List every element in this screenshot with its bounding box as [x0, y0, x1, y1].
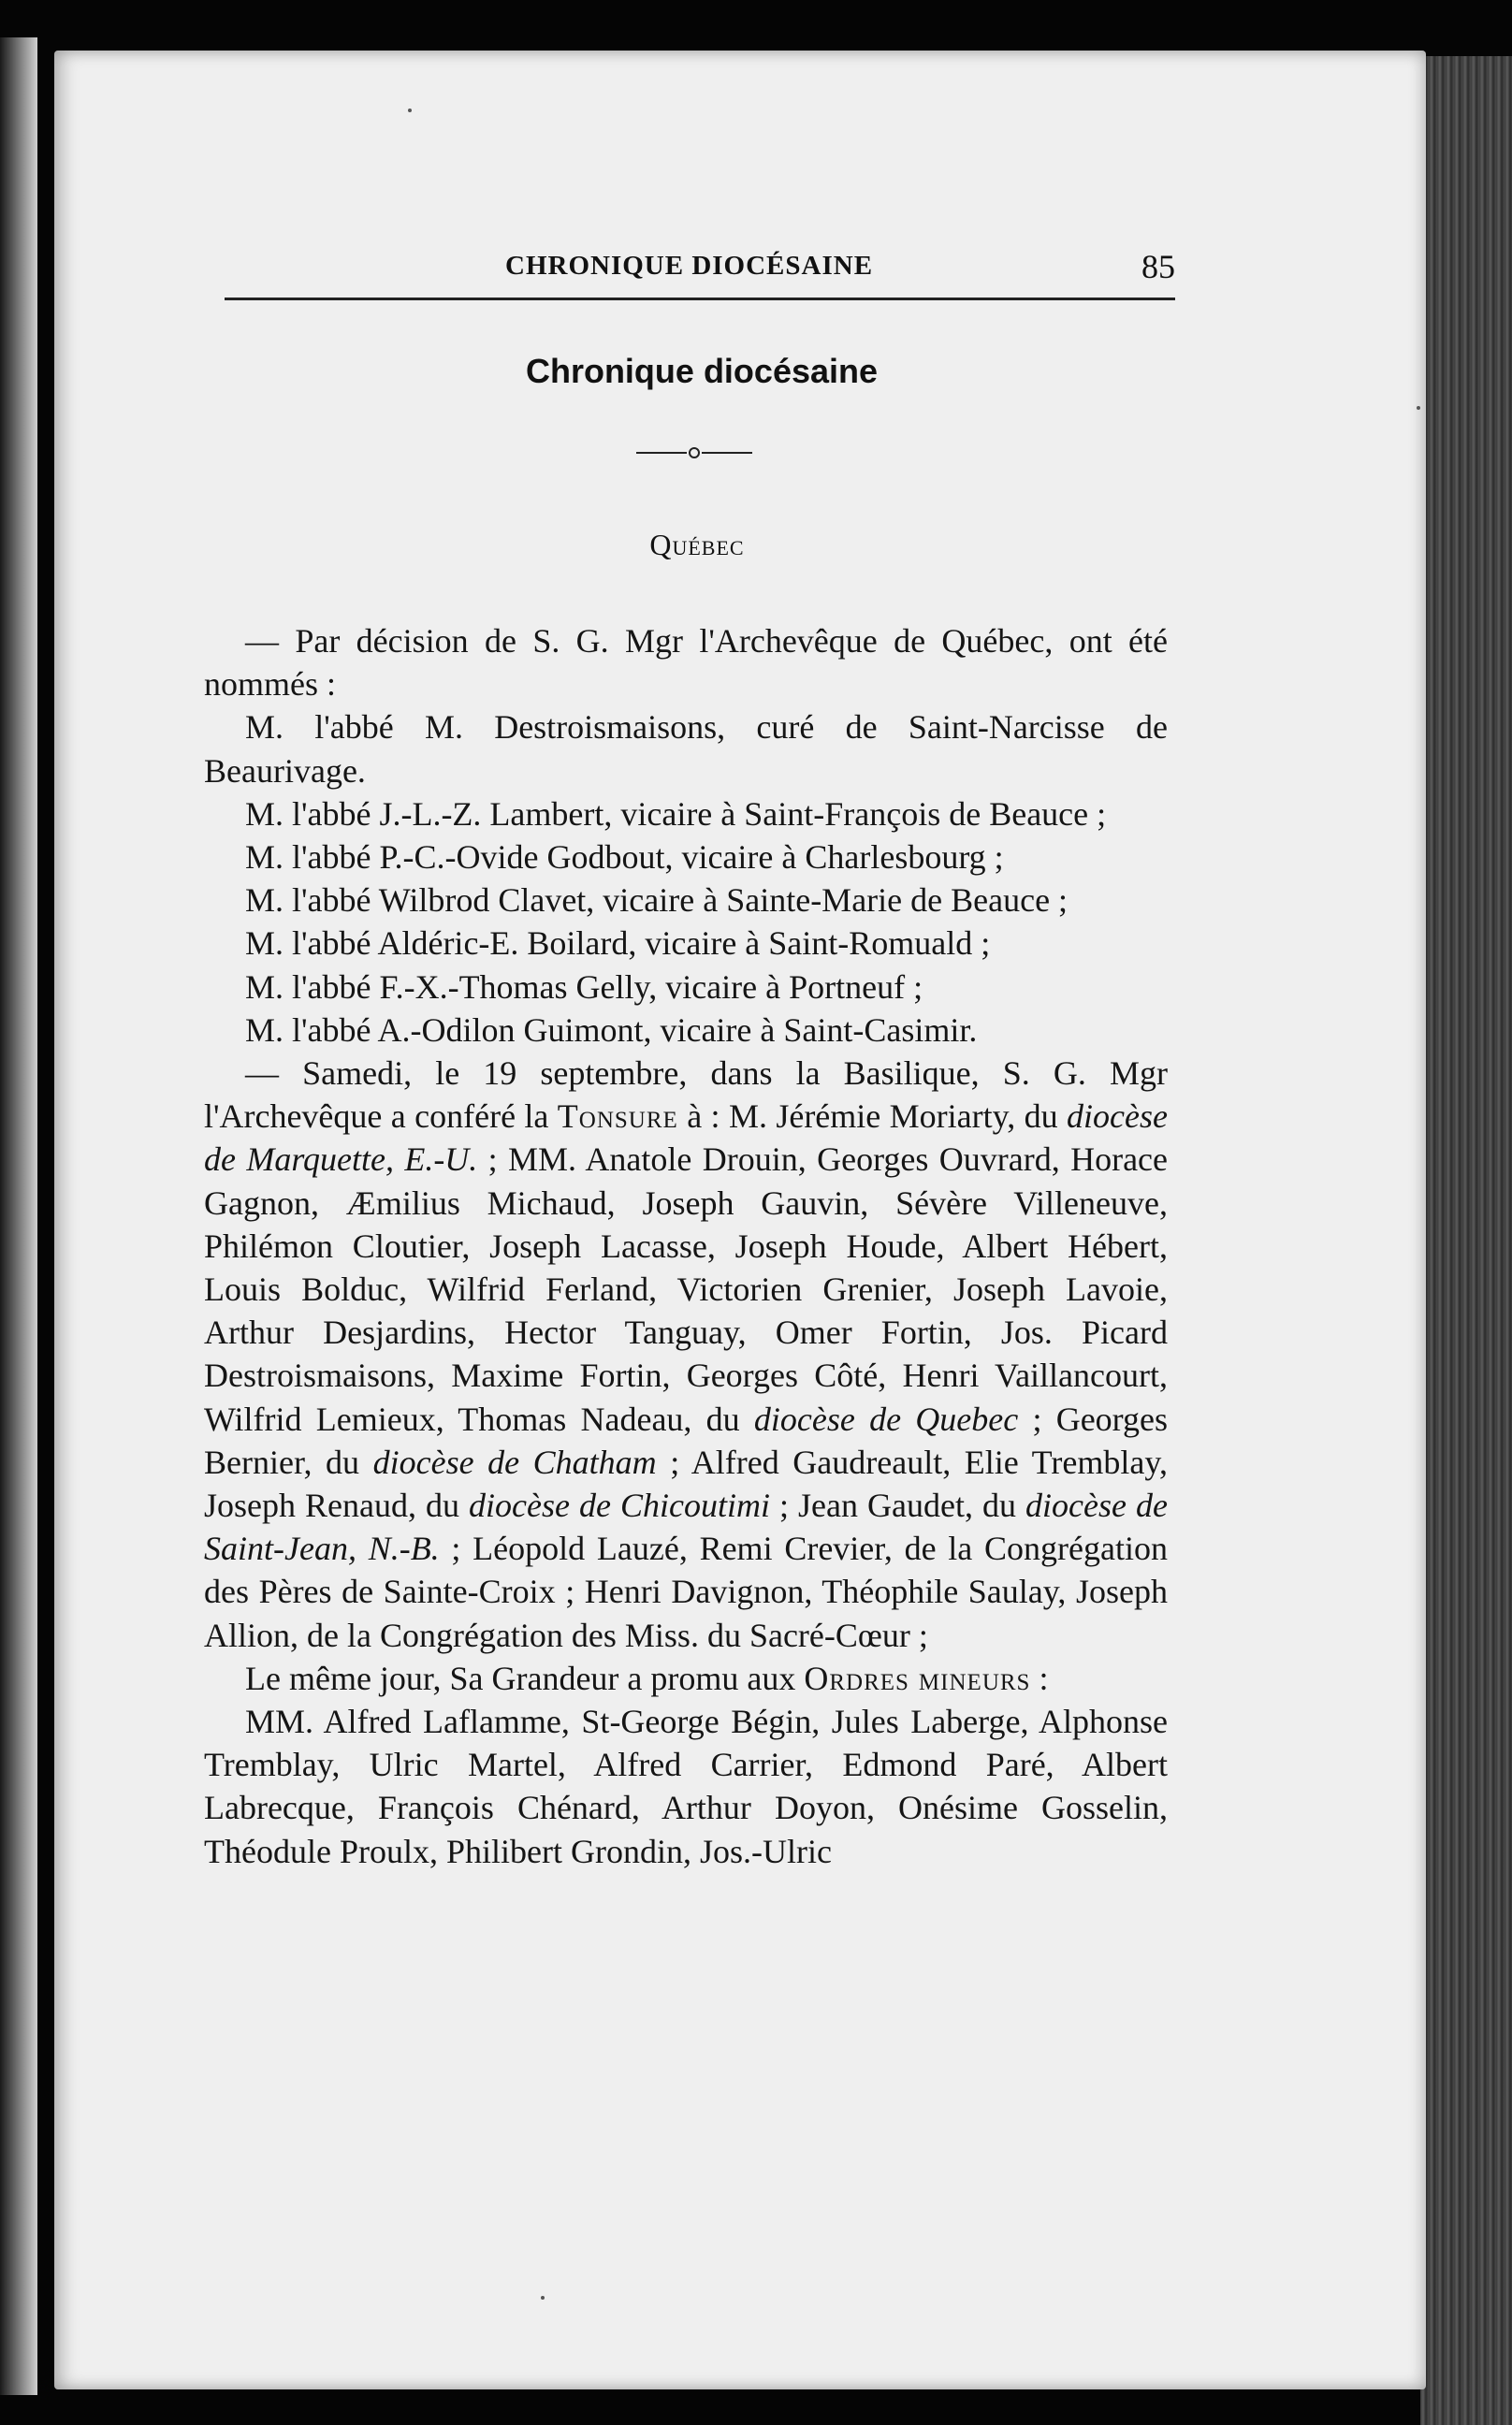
book-gutter-left	[0, 37, 37, 2395]
tonsure-term: Tonsure	[557, 1097, 678, 1136]
diocese-name: diocèse de Saint-Jean, N.-B.	[204, 1487, 1168, 1568]
nomination-item: M. l'abbé M. Destroismaisons, curé de Saint-Narcisse de Beaurivage.	[204, 708, 1168, 790]
paragraph-nominations: — Par décision de S. G. Mgr l'Archevêque de Québec, ont été nommés :	[204, 622, 1168, 704]
diocese-name: diocèse de Chicoutimi	[469, 1487, 770, 1525]
paragraph-tonsure	[204, 1052, 1168, 1657]
text-run: :	[1030, 1659, 1049, 1697]
nomination-item: M. l'abbé A.-Odilon Guimont, vicaire à Saint-Casimir.	[245, 1010, 978, 1049]
nomination-item: M. l'abbé J.-L.-Z. Lambert, vicaire à Saint-François de Beauce ;	[245, 794, 1107, 833]
text-run: ; Jean Gaudet, du	[770, 1487, 1026, 1525]
text-run: à : M. Jérémie Moriarty, du	[677, 1097, 1068, 1136]
diocese-name: diocèse de Quebec	[753, 1400, 1019, 1438]
paragraph-ordres	[204, 1657, 1168, 1700]
text-run: ; Alfred Gaudreault, Elie Tremblay, Joseph Renaud, du	[204, 1443, 1168, 1525]
nomination-item: M. l'abbé P.-C.-Ovide Godbout, vicaire à Charlesbourg ;	[245, 838, 1004, 877]
text-run: ; Georges Bernier, du	[204, 1400, 1169, 1481]
article-body	[204, 619, 1168, 1873]
paragraph-names: MM. Alfred Laflamme, St-George Bégin, Jules Laberge, Alphonse Tremblay, Ulric Martel, Alfred Carrier, Edmond Paré, Albert Labrecque, François Chénard, Arthur Doyon, Onésime Gosselin, Théodule Proulx, Philibert Grondin, Jos.-Ulric	[204, 1703, 1168, 1870]
text-run: — Samedi, le 19 septembre, dans la Basilique, S. G. Mgr l'Archevêque a conféré la	[204, 1054, 1168, 1136]
ornament-divider	[636, 442, 752, 460]
book-page-edges	[1420, 56, 1512, 2425]
diocese-name: diocèse de Marquette, E.-U.	[204, 1097, 1168, 1179]
dust-speck	[541, 2296, 545, 2300]
section-heading: Québec	[649, 528, 745, 561]
diocese-name: diocèse de Chatham	[372, 1443, 657, 1481]
text-run: ; MM. Anatole Drouin, Georges Ouvrard, Horace Gagnon, Æmilius Michaud, Joseph Gauvin, Sévère Villeneuve, Philémon Cloutier, Joseph Lacasse, Joseph Houde, Albert Hébert, Louis Bolduc, Wilfrid Ferland, Victorien Grenier, Joseph Lavoie, Arthur Desjardins, Hector Tanguay, Omer Fortin, Jos. Picard Destroismaisons, Maxime Fortin, Georges Côté, Henri Vaillancourt, Wilfrid Lemieux, Thomas Nadeau, du	[204, 1140, 1169, 1438]
ordres-term: Ordres mineurs	[804, 1659, 1031, 1697]
nomination-item: M. l'abbé Wilbrod Clavet, vicaire à Sainte-Marie de Beauce ;	[245, 881, 1069, 920]
nomination-item: M. l'abbé Aldéric-E. Boilard, vicaire à Saint-Romuald ;	[245, 924, 991, 963]
dust-speck	[1417, 406, 1420, 410]
nomination-item: M. l'abbé F.-X.-Thomas Gelly, vicaire à Portneuf ;	[245, 967, 923, 1006]
running-header	[225, 248, 1175, 300]
dust-speck	[408, 109, 412, 112]
page-number: 85	[1141, 248, 1175, 285]
text-run: Le même jour, Sa Grandeur a promu aux	[245, 1659, 805, 1697]
running-title: CHRONIQUE DIOCÉSAINE	[505, 251, 874, 281]
page-title: Chronique diocésaine	[525, 352, 879, 390]
text-run: ; Léopold Lauzé, Remi Crevier, de la Congrégation des Pères de Sainte-Croix ; Henri Davignon, Théophile Saulay, Joseph Allion, de la Congrégation des Miss. du Sacré-Cœur ;	[204, 1530, 1168, 1654]
